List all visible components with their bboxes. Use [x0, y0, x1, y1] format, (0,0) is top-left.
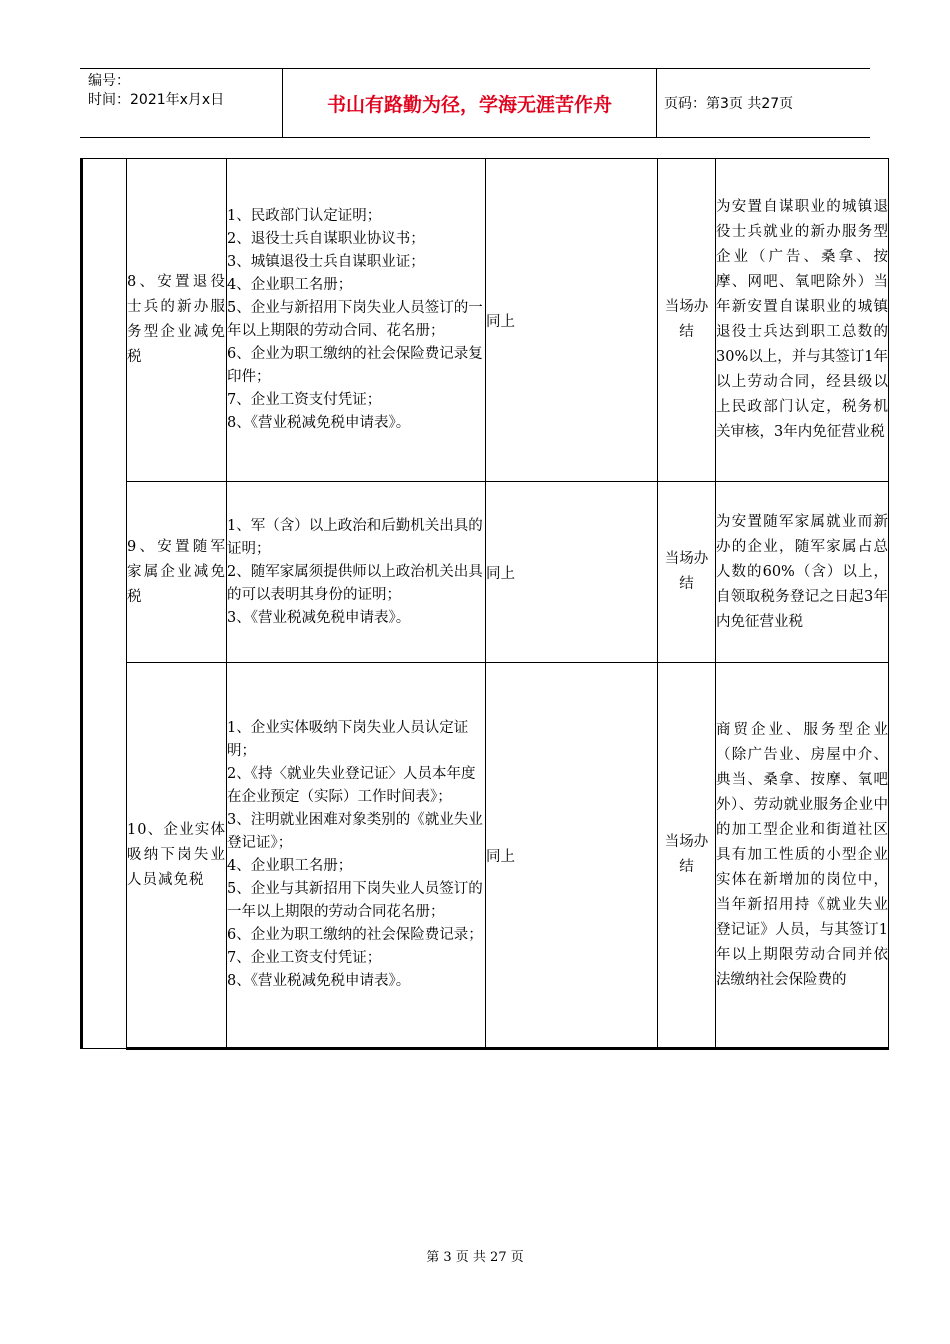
time-limit-cell: 当场办结	[658, 482, 716, 663]
procedure-cell: 同上	[486, 663, 658, 1049]
table-row	[82, 482, 889, 663]
condition-cell: 为安置自谋职业的城镇退役士兵就业的新办服务型企业（广告、桑拿、按摩、网吧、氧吧除外）当年新安置自谋职业的城镇退役士兵达到职工总数的30%以上，并与其签订1年以上劳动合同，经县级以上民政部门认定，税务机关审核，3年内免征营业税	[716, 159, 889, 482]
materials-list	[227, 482, 486, 663]
item-name: 8、安置退役士兵的新办服务型企业减免税	[127, 159, 227, 482]
list-item: 5、企业与新招用下岗失业人员签订的一年以上期限的劳动合同、花名册；	[227, 300, 483, 339]
time-limit-cell: 当场办结	[658, 159, 716, 482]
header-motto: 书山有路勤为径，学海无涯苦作舟	[283, 69, 657, 137]
list-item: 3、《营业税减免税申请表》。	[227, 609, 411, 626]
list-item: 1、军（含）以上政治和后勤机关出具的证明；	[227, 517, 483, 557]
table-row	[82, 159, 889, 482]
doc-number: 编号：	[88, 73, 130, 89]
list-item: 1、民政部门认定证明；	[227, 208, 382, 224]
time-limit-cell: 当场办结	[658, 663, 716, 1049]
header-page-number: 页码：第3页 共27页	[664, 96, 794, 112]
condition-cell: 商贸企业、服务型企业（除广告业、房屋中介、典当、桑拿、按摩、氧吧外）、劳动就业服务企业中的加工型企业和街道社区具有加工性质的小型企业实体在新增加的岗位中，当年新招用持《就业失业登记证》人员，与其签订1年以上期限劳动合同并依法缴纳社会保险费的	[716, 663, 889, 1049]
page-footer: 第 3 页 共 27 页	[426, 1250, 524, 1265]
tax-relief-table	[80, 158, 889, 1050]
list-item: 3、城镇退役士兵自谋职业证；	[227, 254, 425, 270]
list-item: 8、《营业税减免税申请表》。	[227, 415, 411, 431]
condition-cell: 为安置随军家属就业而新办的企业，随军家属占总人数的60%（含）以上，自领取税务登记之日起3年内免征营业税	[716, 482, 889, 663]
list-item: 2、随军家属须提供师以上政治机关出具的可以表明其身份的证明；	[227, 563, 483, 603]
list-item: 7、企业工资支付凭证；	[227, 950, 382, 966]
list-item: 4、企业职工名册；	[227, 277, 353, 293]
category-cell	[82, 159, 127, 1049]
list-item: 3、注明就业困难对象类别的《就业失业登记证》；	[227, 812, 483, 851]
list-item: 2、《持〈就业失业登记证〉人员本年度在企业预定（实际）工作时间表》；	[227, 766, 476, 805]
list-item: 1、企业实体吸纳下岗失业人员认定证明；	[227, 720, 469, 759]
list-item: 6、企业为职工缴纳的社会保险费记录；	[227, 927, 483, 943]
item-name: 10、企业实体吸纳下岗失业人员减免税	[127, 663, 227, 1049]
procedure-cell: 同上	[486, 482, 658, 663]
page-header	[80, 68, 870, 138]
procedure-cell: 同上	[486, 159, 658, 482]
materials-list	[227, 663, 486, 1049]
item-name: 9、安置随军家属企业减免税	[127, 482, 227, 663]
table-row	[82, 663, 889, 1049]
list-item: 4、企业职工名册；	[227, 858, 353, 874]
materials-list	[227, 159, 486, 482]
list-item: 5、企业与其新招用下岗失业人员签订的一年以上期限的劳动合同花名册；	[227, 881, 483, 920]
list-item: 6、企业为职工缴纳的社会保险费记录复印件；	[227, 346, 483, 385]
list-item: 8、《营业税减免税申请表》。	[227, 973, 411, 989]
list-item: 7、企业工资支付凭证；	[227, 392, 382, 408]
doc-date: 时间：2021年x月x日	[88, 92, 225, 108]
header-meta	[80, 69, 283, 137]
list-item: 2、退役士兵自谋职业协议书；	[227, 231, 425, 247]
